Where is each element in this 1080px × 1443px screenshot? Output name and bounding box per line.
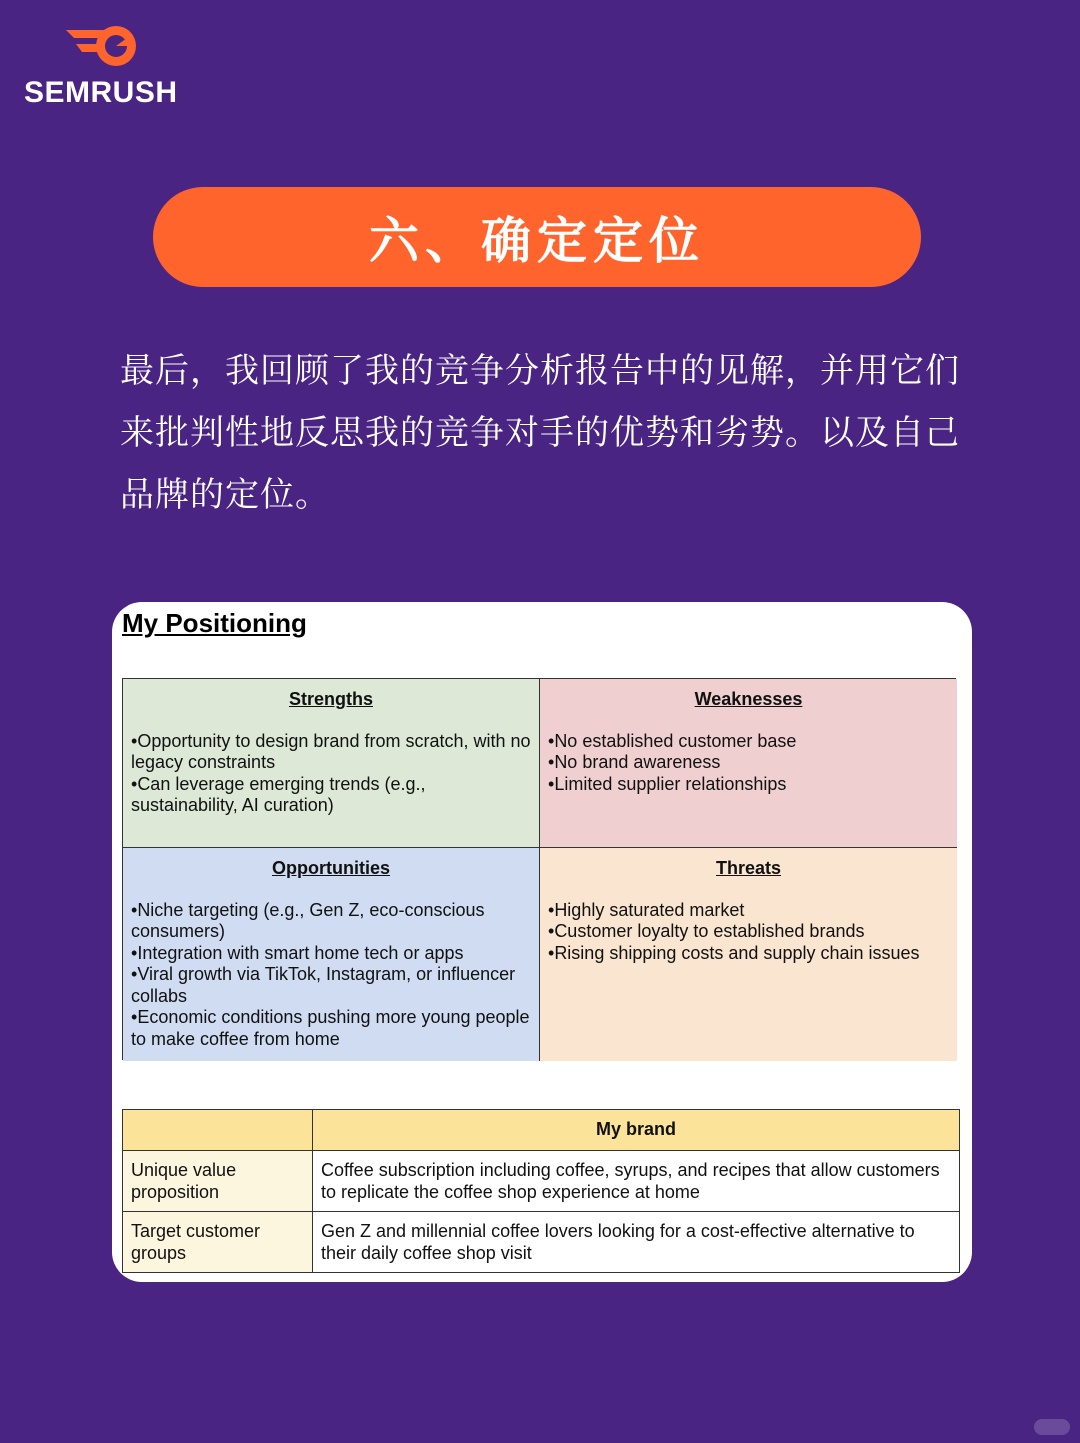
swot-threats [540,848,957,1061]
row-label: Target customer groups [123,1212,313,1273]
semrush-logo [24,22,204,112]
threats-title: Threats [715,858,782,878]
row-label: Unique value proposition [123,1151,313,1212]
list-item: • Economic conditions pushing more young people to make coffee from home [131,1007,531,1050]
section-title-pill [153,187,921,287]
swot-strengths [123,679,540,848]
my-brand-header: My brand [313,1110,960,1151]
swot-opportunities [123,848,540,1061]
watermark-badge [1034,1419,1070,1435]
list-item: • Can leverage emerging trends (e.g., sustainability, AI curation) [131,774,531,817]
list-item: • Rising shipping costs and supply chain issues [548,943,949,965]
list-item: • Niche targeting (e.g., Gen Z, eco-conscious consumers) [131,900,531,943]
weaknesses-title: Weaknesses [694,689,803,709]
card-heading: My Positioning [122,608,307,638]
positioning-card [112,602,972,1282]
logo-wordmark: SEMRUSH [24,76,178,109]
row-value: Coffee subscription including coffee, syrups, and recipes that allow customers to replicate the coffee shop experience at home [313,1151,960,1212]
list-item: • Customer loyalty to established brands [548,921,949,943]
semrush-comet-icon [64,22,144,72]
intro-paragraph: 最后，我回顾了我的竞争分析报告中的见解，并用它们来批判性地反思我的竞争对手的优势和劣势。以及自己品牌的定位。 [120,351,960,515]
table-row [123,1151,960,1212]
list-item: • Integration with smart home tech or apps [131,943,531,965]
table-header-row [123,1110,960,1151]
list-item: • No established customer base [548,731,949,753]
list-item: • No brand awareness [548,752,949,774]
swot-weaknesses [540,679,957,848]
list-item: • Opportunity to design brand from scratch, with no legacy constraints [131,731,531,774]
empty-header-cell [123,1110,313,1151]
list-item: • Limited supplier relationships [548,774,949,796]
list-item: • Highly saturated market [548,900,949,922]
row-value: Gen Z and millennial coffee lovers looking for a cost-effective alternative to their daily coffee shop visit [313,1212,960,1273]
table-row [123,1212,960,1273]
list-item: • Viral growth via TikTok, Instagram, or influencer collabs [131,964,531,1007]
swot-grid [122,678,956,1060]
page-title: 六、确定定位 [369,212,705,270]
opportunities-title: Opportunities [272,858,390,878]
strengths-title: Strengths [288,689,373,709]
brand-table [122,1109,960,1273]
